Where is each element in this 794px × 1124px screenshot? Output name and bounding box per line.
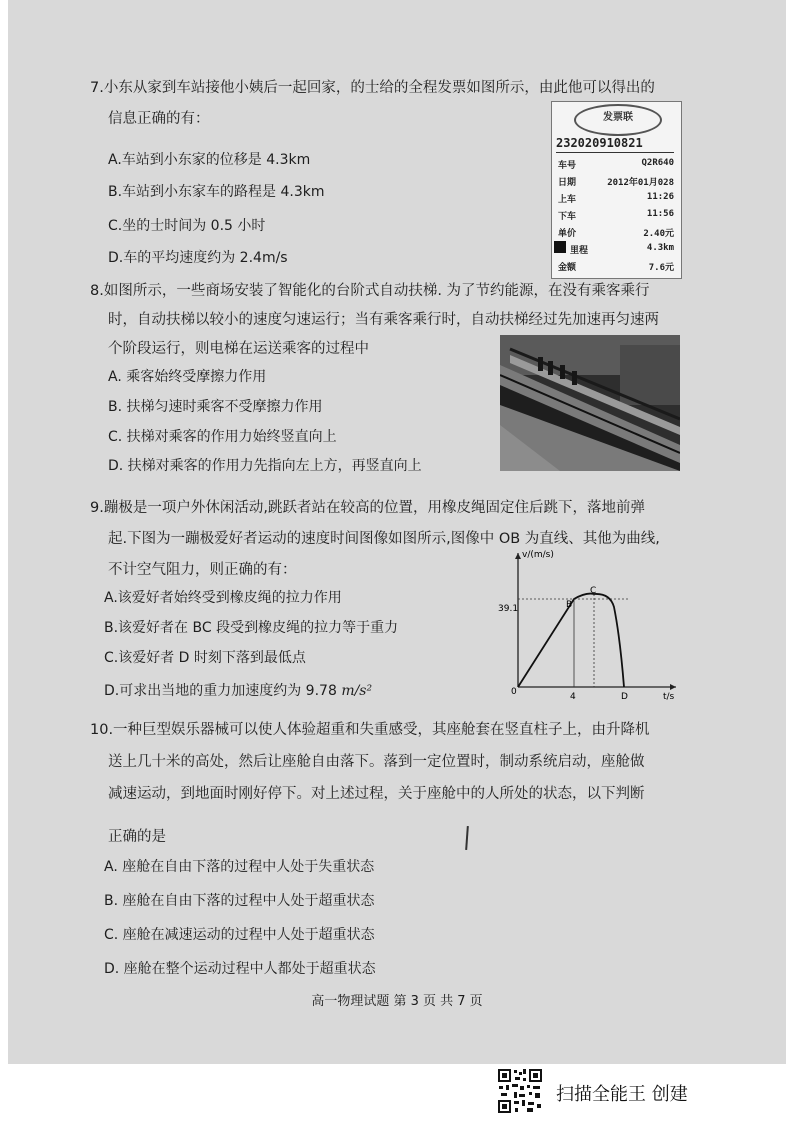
x-tick-label: 4 — [570, 692, 576, 702]
point-b-label: B — [566, 600, 573, 610]
q10-line1: 10.一种巨型娱乐器械可以使人体验超重和失重感受，其座舱套在竖直柱子上，由升降机 — [90, 722, 650, 738]
q8-line1: 8.如图所示，一些商场安装了智能化的台阶式自动扶梯. 为了节约能源，在没有乘客乘行 — [90, 283, 650, 299]
q9-line3: 不计空气阻力，则正确的有： — [108, 562, 297, 578]
q7-option-d: D.车的平均速度约为 2.4m/s — [108, 250, 288, 266]
q7-option-a: A.车站到小东家的位移是 4.3km — [108, 152, 311, 168]
q10-line3: 减速运动，到地面时刚好停下。对上述过程，关于座舱中的人所处的状态，以下判断 — [108, 786, 645, 802]
q10-option-a: A. 座舱在自由下落的过程中人处于失重状态 — [104, 859, 375, 875]
receipt-black-mark — [554, 241, 566, 253]
q8-option-a: A. 乘客始终受摩擦力作用 — [108, 369, 267, 385]
origin-label: 0 — [511, 687, 517, 697]
q9-option-d-unit: m/s² — [341, 683, 373, 699]
q9-option-b: B.该爱好者在 BC 段受到橡皮绳的拉力等于重力 — [104, 620, 399, 636]
q9-line2: 起.下图为一蹦极爱好者运动的速度时间图像如图所示,图像中 OB 为直线、其他为曲线, — [108, 531, 660, 547]
q10-line4: 正确的是 — [108, 829, 166, 845]
receipt-number: 232020910821 — [556, 136, 674, 153]
q7-line2: 信息正确的有： — [108, 111, 210, 127]
q8-line3: 个阶段运行，则电梯在运送乘客的过程中 — [108, 341, 369, 357]
q9-option-a: A.该爱好者始终受到橡皮绳的拉力作用 — [104, 590, 342, 606]
y-axis-arrow — [515, 553, 521, 559]
velocity-time-graph — [498, 547, 683, 707]
q10-option-b: B. 座舱在自由下落的过程中人处于超重状态 — [104, 893, 375, 909]
x-axis-label: t/s — [663, 692, 675, 702]
y-tick-label: 39.1 — [498, 604, 519, 614]
receipt-stamp: 发票联 — [574, 104, 662, 136]
y-axis-label: v/(m/s) — [522, 550, 554, 560]
q8-option-b: B. 扶梯匀速时乘客不受摩擦力作用 — [108, 399, 323, 415]
q8-option-d: D. 扶梯对乘客的作用力先指向左上方，再竖直向上 — [108, 458, 422, 474]
escalator-photo — [500, 335, 680, 471]
q8-line2: 时，自动扶梯以较小的速度匀速运行；当有乘客乘行时，自动扶梯经过先加速再匀速两 — [108, 312, 659, 328]
q9-option-c: C.该爱好者 D 时刻下落到最低点 — [104, 650, 306, 666]
q7-line1: 7.小东从家到车站接他小姨后一起回家，的士给的全程发票如图所示，由此他可以得出的 — [90, 80, 655, 96]
point-c-label: C — [590, 586, 597, 596]
taxi-receipt: 发票联 232020910821 车号 Q2R640 日期 2012年01月028 上车 11:26 下车 11:56 单价 2.40元 里程 4.3km 金额 7.6元 — [551, 101, 682, 279]
q7-option-c: C.坐的士时间为 0.5 小时 — [108, 218, 266, 234]
qr-code-icon — [497, 1068, 543, 1114]
x-axis-arrow — [670, 684, 676, 690]
page-footer: 高一物理试题 第 3 页 共 7 页 — [311, 994, 483, 1009]
q9-option-d — [104, 680, 372, 700]
q9-line1: 9.蹦极是一项户外休闲活动,跳跃者站在较高的位置，用橡皮绳固定住后跳下，落地前弹 — [90, 500, 645, 516]
point-d-label: D — [621, 692, 628, 702]
scanner-watermark-text: 扫描全能王 创建 — [556, 1084, 688, 1105]
q10-option-c: C. 座舱在减速运动的过程中人处于超重状态 — [104, 927, 375, 943]
q7-option-b: B.车站到小东家车的路程是 4.3km — [108, 184, 325, 200]
q10-line2: 送上几十米的高处，然后让座舱自由落下。落到一定位置时，制动系统启动，座舱做 — [108, 754, 645, 770]
q8-option-c: C. 扶梯对乘客的作用力始终竖直向上 — [108, 429, 337, 445]
q10-option-d: D. 座舱在整个运动过程中人都处于超重状态 — [104, 961, 376, 977]
q9-option-d-text: D.可求出当地的重力加速度约为 9.78 — [104, 683, 337, 699]
